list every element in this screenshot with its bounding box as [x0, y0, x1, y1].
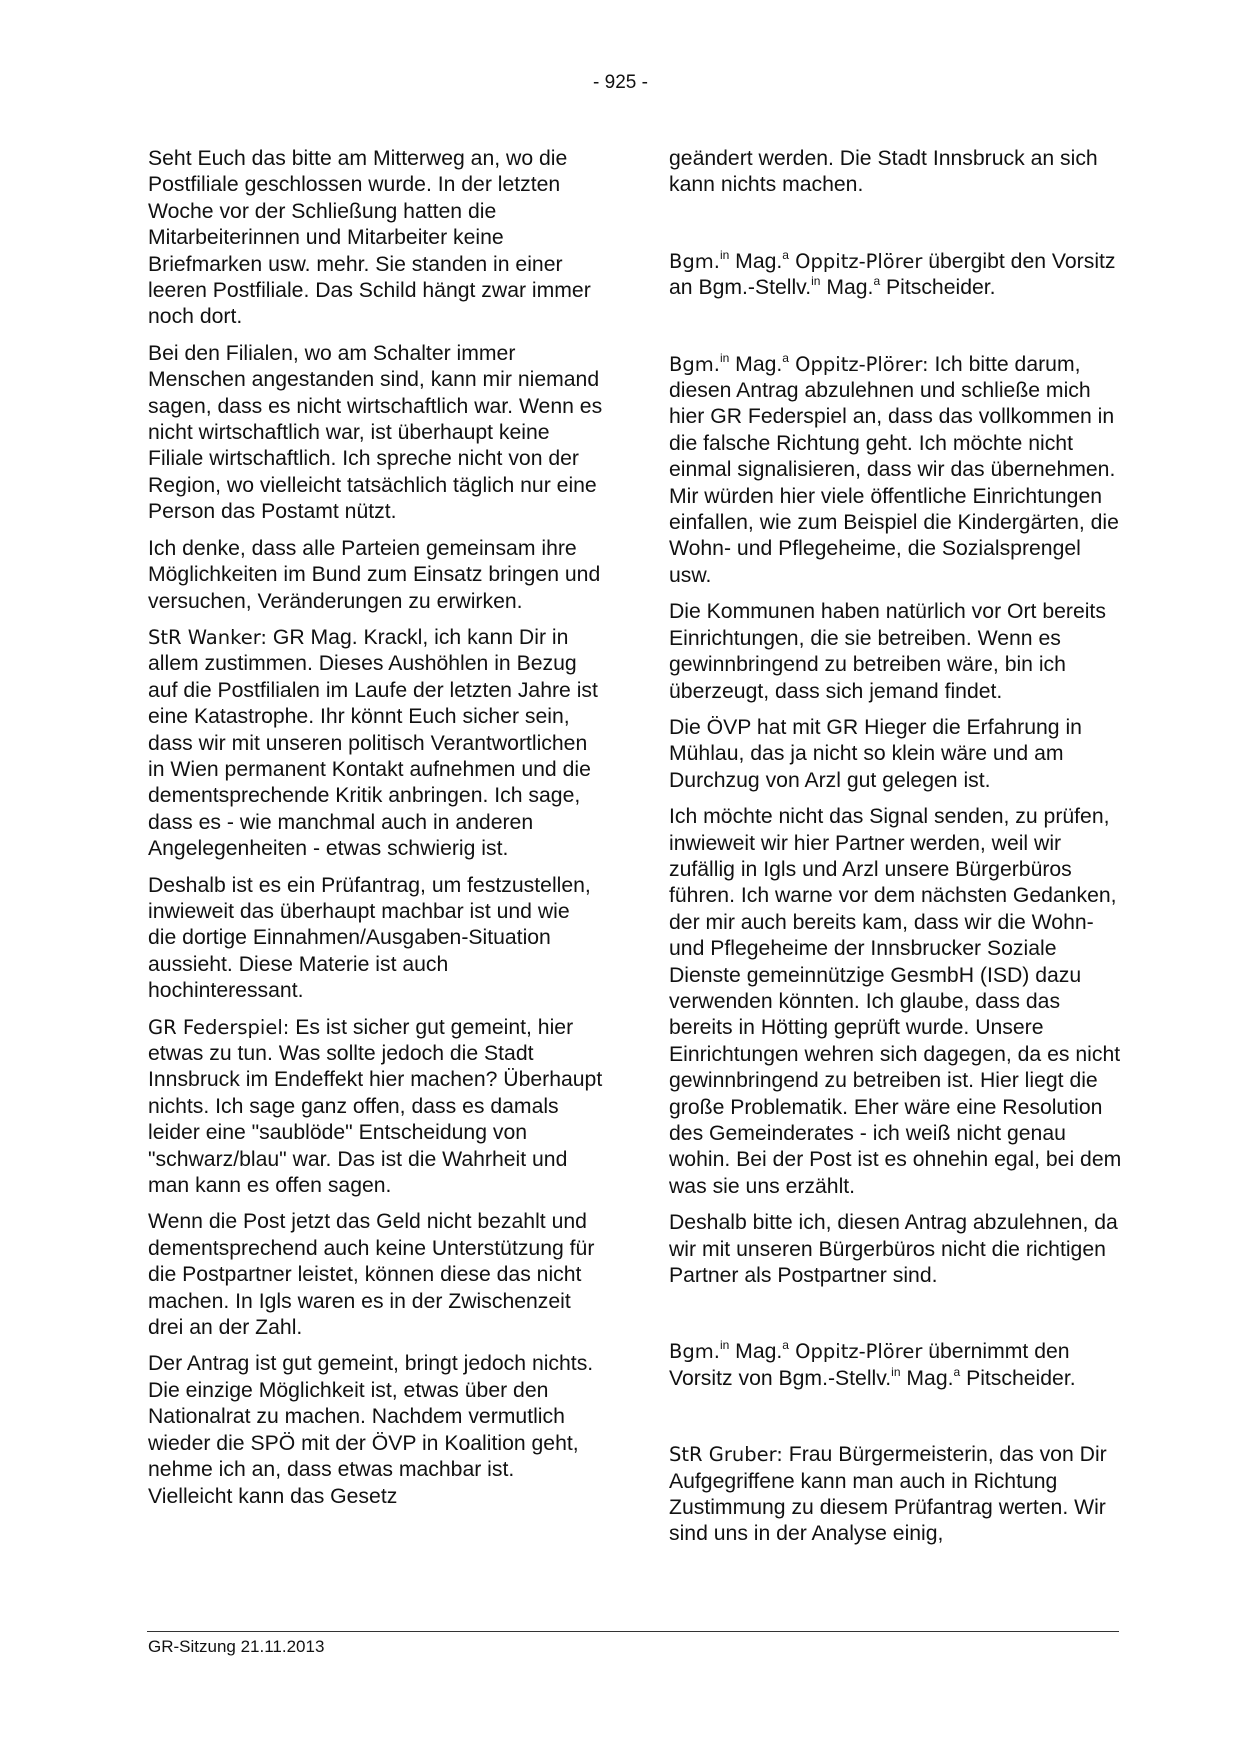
note-text: übergibt den Vorsitz an Bgm.-Stellv. — [669, 249, 1116, 300]
speaker-title: Mag. — [729, 1340, 783, 1364]
chair-return-note — [669, 1339, 1124, 1392]
paragraph: Bei den Filialen, wo am Schalter immer Menschen angestanden sind, kann mir niemand sagen, dass es nicht wirtschaftlich war. Wenn es nicht wirtschaftlich war, ist überhaupt keine Filiale wirtschaftlich. Ich spreche nicht von der Region, wo vielleicht tatsächlich täglich nur eine Person das Postamt nützt. — [148, 341, 603, 524]
superscript: in — [719, 1338, 730, 1353]
speaker-title: Bgm. — [669, 1340, 720, 1364]
paragraph: Ich denke, dass alle Parteien gemeinsam ihre Möglichkeiten im Bund zum Einsatz bringen und versuchen, Veränderungen zu erwirken. — [148, 536, 601, 613]
footer-divider — [147, 1631, 1119, 1632]
speaker-name: Oppitz-Plörer — [788, 249, 923, 273]
speaker-title: Bgm. — [669, 352, 720, 376]
left-column — [148, 146, 603, 1520]
speaker-name: GR Federspiel: — [148, 1015, 290, 1039]
speaker-title: Mag. — [729, 249, 783, 273]
superscript: in — [719, 247, 730, 262]
note-text: Pitscheider. — [880, 276, 996, 300]
superscript: a — [953, 1364, 961, 1379]
chair-handover-note — [669, 249, 1124, 302]
paragraph: Die Kommunen haben natürlich vor Ort bereits Einrichtungen, die sie betreiben. Wenn es gewinnbringend zu betreiben wäre, bin ich überzeugt, dass sich jemand findet. — [669, 600, 1106, 703]
speech-federspiel — [148, 1015, 603, 1200]
superscript: a — [782, 247, 789, 262]
speech-text: Es ist sicher gut gemeint, hier etwas zu tun. Was sollte jedoch die Stadt Innsbruck im Endeffekt hier machen? Überhaupt nichts. Ich sage ganz offen, dass es damals leider eine "saublöde" Entscheidung von "schwarz/blau" war. Das ist die Wahrheit und man kann es offen sagen. — [148, 1015, 603, 1198]
speaker-title: Mag. — [729, 352, 783, 376]
speaker-name: Oppitz-Plörer — [788, 1340, 923, 1364]
paragraph: Deshalb ist es ein Prüfantrag, um festzustellen, inwieweit das überhaupt machbar ist und wie die dortige Einnahmen/Ausgaben-Situation aussieht. Diese Materie ist auch hochinteressant. — [148, 873, 591, 1003]
speaker-name: Oppitz-Plörer: — [788, 352, 929, 376]
superscript: a — [782, 350, 789, 365]
footer-session-date: GR-Sitzung 21.11.2013 — [148, 1637, 325, 1656]
speaker-title: Mag. — [900, 1366, 954, 1390]
speaker-title: Bgm. — [669, 249, 720, 273]
spacer — [669, 209, 1124, 249]
speech-wanker — [148, 625, 603, 863]
page-number: - 925 - — [593, 72, 648, 93]
speaker-title: Mag. — [820, 276, 874, 300]
paragraph: Ich möchte nicht das Signal senden, zu prüfen, inwieweit wir hier Partner werden, weil wir zufällig in Igls und Arzl unsere Bürgerbüros führen. Ich warne vor dem nächsten Gedanken, der mir auch bereits kam, dass wir die Wohn- und Pflegeheime der Innsbrucker Soziale Dienste gemeinnützige GesmbH (ISD) dazu verwenden könnten. Ich glaube, dass das bereits in Hötting geprüft wurde. Unsere Einrichtungen wehren sich dagegen, da es nicht gewinnbringend zu betreiben ist. Hier liegt die große Problematik. Eher wäre eine Resolution des Gemeinderates - ich weiß nicht genau wohin. Bei der Post ist es ohnehin egal, bei dem was sie uns erzählt. — [669, 805, 1122, 1198]
speaker-name: StR Gruber: — [669, 1443, 783, 1467]
superscript: a — [782, 1338, 789, 1353]
spacer — [669, 1402, 1124, 1442]
superscript: in — [811, 274, 821, 289]
note-text: übernimmt den Vorsitz von Bgm.-Stellv. — [669, 1340, 1070, 1390]
superscript: in — [719, 350, 730, 365]
paragraph: Die ÖVP hat mit GR Hieger die Erfahrung in Mühlau, das ja nicht so klein wäre und am Durchzug von Arzl gut gelegen ist. — [669, 715, 1082, 792]
spacer — [669, 1299, 1124, 1339]
paragraph: Deshalb bitte ich, diesen Antrag abzulehnen, da wir mit unseren Bürgerbüros nicht die richtigen Partner als Postpartner sind. — [669, 1211, 1118, 1288]
speech-text: GR Mag. Krackl, ich kann Dir in allem zustimmen. Dieses Aushöhlen in Bezug auf die Postfilialen im Laufe der letzten Jahre ist eine Katastrophe. Ihr könnt Euch sicher sein, dass wir mit unseren politisch Verantwortlichen in Wien permanent Kontakt aufnehmen und die dementsprechende Kritik anbringen. Ich sage, dass es - wie manchmal auch in anderen Angelegenheiten - etwas schwierig ist. — [148, 625, 598, 861]
paragraph: Wenn die Post jetzt das Geld nicht bezahlt und dementsprechend auch keine Unterstützung für die Postpartner leistet, können diese das nicht machen. In Igls waren es in der Zwischenzeit drei an der Zahl. — [148, 1210, 595, 1340]
right-column — [669, 146, 1124, 1558]
speaker-name: StR Wanker: — [148, 625, 267, 649]
speech-gruber — [669, 1442, 1124, 1548]
spacer — [669, 312, 1124, 352]
speech-text: Frau Bürgermeisterin, das von Dir Aufgegriffene kann man auch in Richtung Zustimmung zu diesem Prüfantrag werten. Wir sind uns in der Analyse einig, — [669, 1443, 1107, 1546]
superscript: in — [891, 1364, 901, 1379]
speech-oppitz-ploerer — [669, 352, 1124, 590]
speech-text: Ich bitte darum, diesen Antrag abzulehnen und schließe mich hier GR Federspiel an, dass das vollkommen in die falsche Richtung geht. Ich möchte nicht einmal signalisieren, dass wir das übernehmen. Mir würden hier viele öffentliche Einrichtungen einfallen, wie zum Beispiel die Kindergärten, die Wohn- und Pflegeheime, die Sozialsprengel usw. — [669, 352, 1119, 587]
paragraph: Der Antrag ist gut gemeint, bringt jedoch nichts. Die einzige Möglichkeit ist, etwas über den Nationalrat zu machen. Nachdem vermutlich wieder die SPÖ mit der ÖVP in Koalition geht, nehme ich an, dass etwas machbar ist. Vielleicht kann das Gesetz — [148, 1352, 594, 1508]
note-text: Pitscheider. — [960, 1366, 1076, 1390]
paragraph: Seht Euch das bitte am Mitterweg an, wo die Postfiliale geschlossen wurde. In der letzten Woche vor der Schließung hatten die Mitarbeiterinnen und Mitarbeiter keine Briefmarken usw. mehr. Sie standen in einer leeren Postfiliale. Das Schild hängt zwar immer noch dort. — [148, 147, 591, 329]
superscript: a — [873, 274, 881, 289]
paragraph: geändert werden. Die Stadt Innsbruck an sich kann nichts machen. — [669, 147, 1098, 197]
